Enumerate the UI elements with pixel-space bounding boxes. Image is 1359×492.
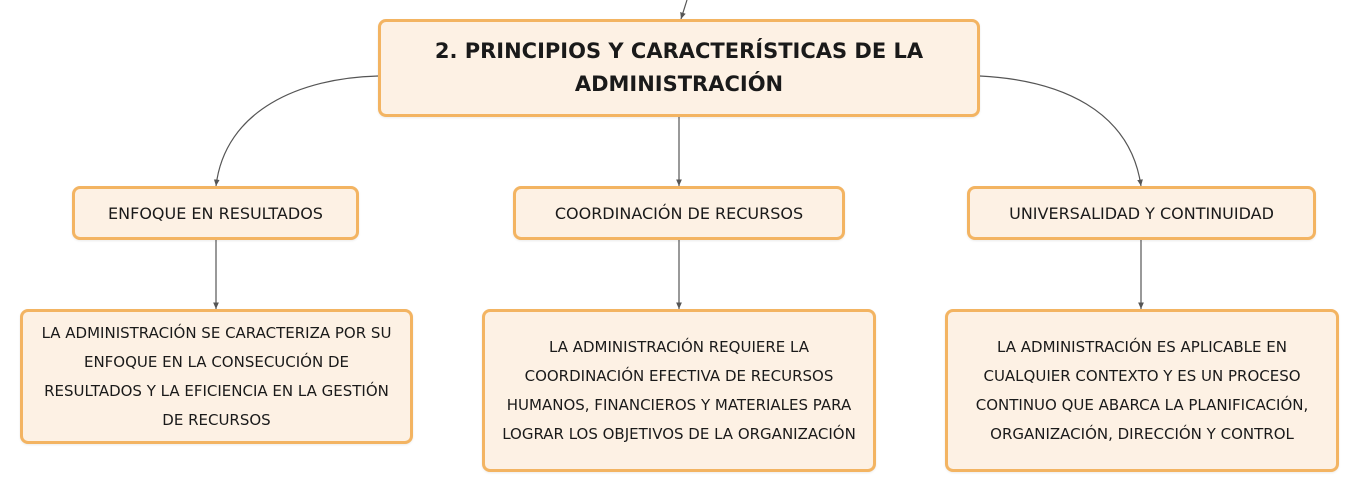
leaf-description: LA ADMINISTRACIÓN REQUIERE LA COORDINACIÓN EFECTIVA DE RECURSOS HUMANOS, FINANCIEROS Y MATERIALES PARA LOGRAR LOS OBJETIVOS DE LA ORGANIZACIÓN bbox=[502, 337, 856, 443]
connector-parent bbox=[681, 0, 687, 19]
root-title-line-2: ADMINISTRACIÓN bbox=[574, 72, 784, 96]
branch-label: UNIVERSALIDAD Y CONTINUIDAD bbox=[1009, 203, 1274, 223]
branch-coordinacion-de-recursos[interactable] bbox=[513, 186, 845, 240]
leaf-coordinacion-de-recursos[interactable] bbox=[482, 309, 876, 472]
leaf-description: LA ADMINISTRACIÓN SE CARACTERIZA POR SU ENFOQUE EN LA CONSECUCIÓN DE RESULTADOS Y LA EFICIENCIA EN LA GESTIÓN DE RECURSOS bbox=[41, 323, 392, 429]
branch-enfoque-en-resultados[interactable] bbox=[72, 186, 359, 240]
connector-root-branch-3 bbox=[980, 76, 1141, 186]
leaf-description: LA ADMINISTRACIÓN ES APLICABLE EN CUALQUIER CONTEXTO Y ES UN PROCESO CONTINUO QUE ABARCA LA PLANIFICACIÓN, ORGANIZACIÓN, DIRECCIÓN Y CONTROL bbox=[975, 337, 1309, 443]
leaf-enfoque-en-resultados[interactable] bbox=[20, 309, 413, 444]
root-topic-title bbox=[435, 35, 923, 101]
root-topic[interactable] bbox=[378, 19, 980, 117]
branch-universalidad-y-continuidad[interactable] bbox=[967, 186, 1316, 240]
branch-label: ENFOQUE EN RESULTADOS bbox=[108, 203, 323, 223]
branch-label: COORDINACIÓN DE RECURSOS bbox=[554, 203, 804, 223]
root-title-line-1: 2. PRINCIPIOS Y CARACTERÍSTICAS DE LA bbox=[434, 39, 924, 63]
leaf-universalidad-y-continuidad[interactable] bbox=[945, 309, 1339, 472]
connector-root-branch-1 bbox=[216, 76, 378, 186]
